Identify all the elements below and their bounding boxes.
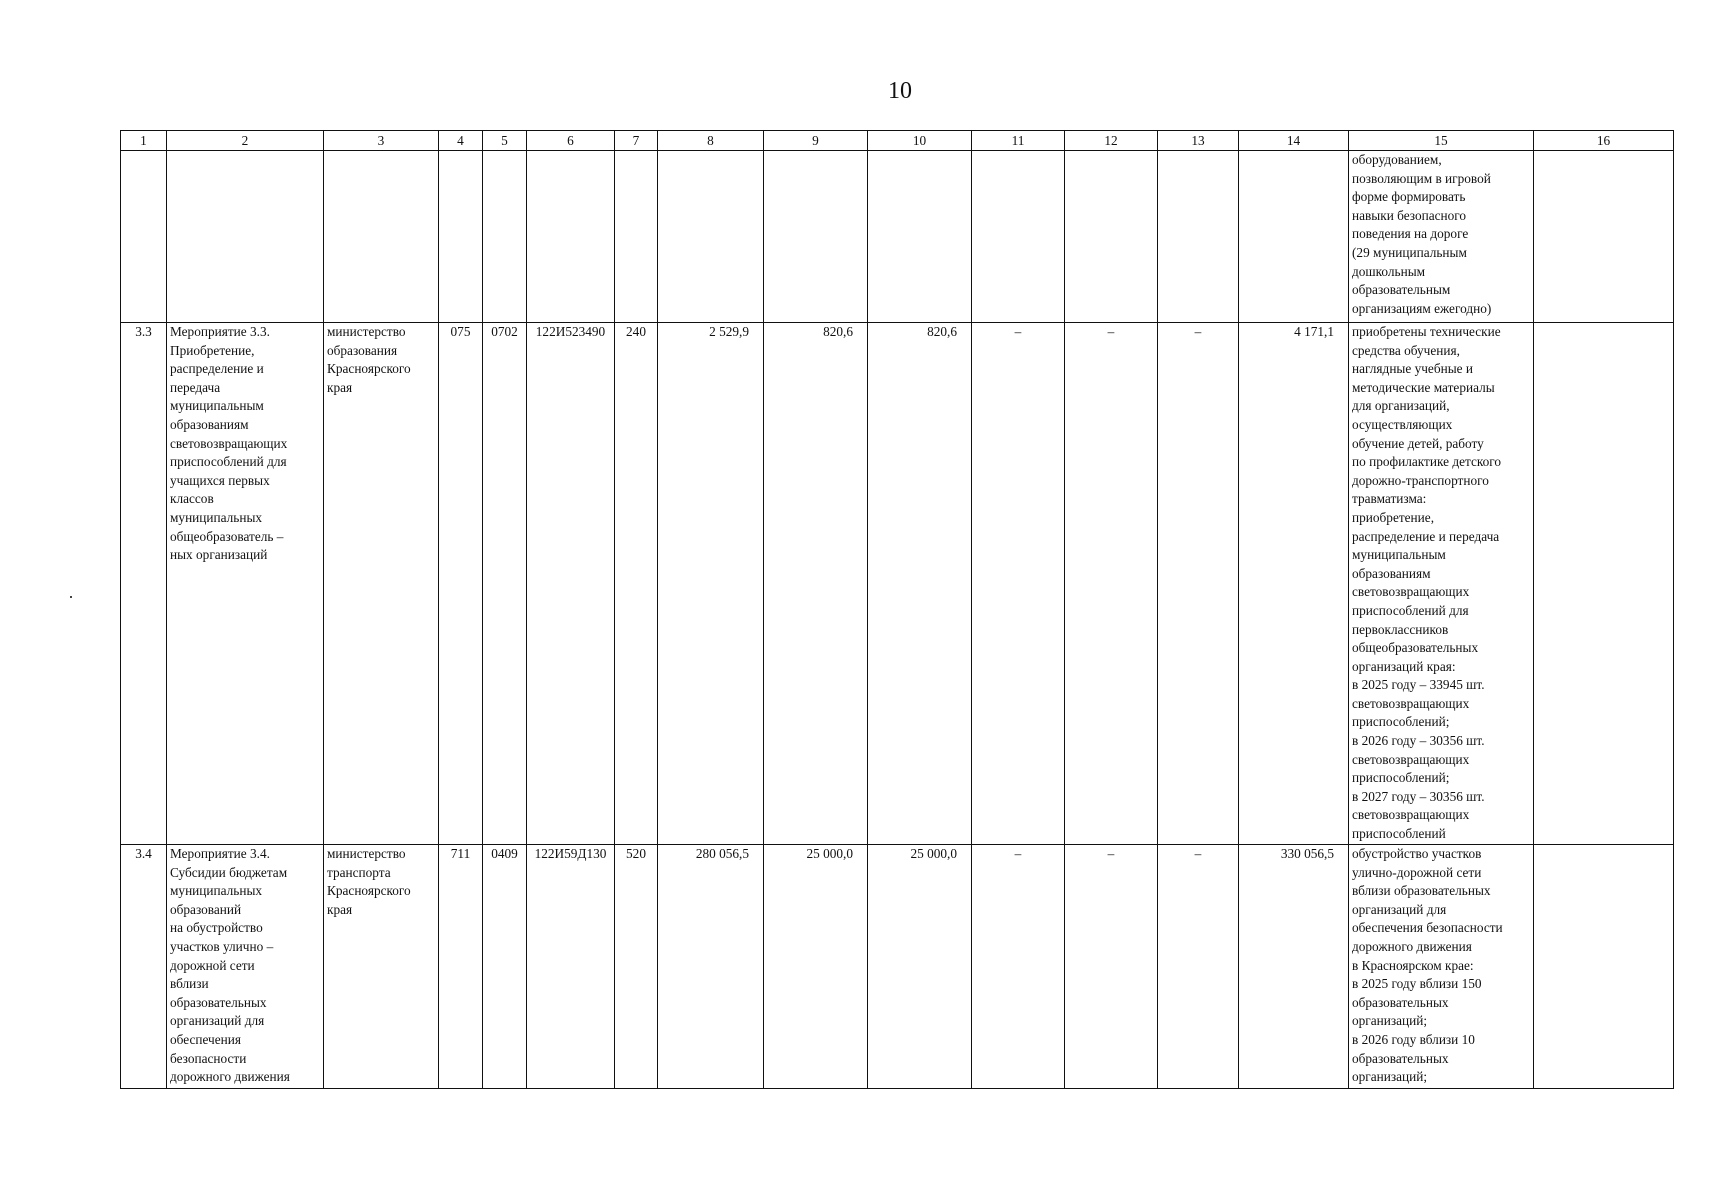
table-row-continuation bbox=[121, 151, 1674, 323]
cell-number: 3.3 bbox=[121, 323, 167, 845]
cell-amount-col10: 820,6 bbox=[868, 323, 972, 845]
cell-section bbox=[483, 151, 527, 323]
cell-expense-type bbox=[615, 151, 658, 323]
col-header: 7 bbox=[615, 131, 658, 151]
cell-col13: – bbox=[1158, 323, 1239, 845]
cell-expense-type: 520 bbox=[615, 845, 658, 1089]
col-header: 1 bbox=[121, 131, 167, 151]
cell-col11: – bbox=[972, 845, 1065, 1089]
cell-amount-col8: 2 529,9 bbox=[658, 323, 764, 845]
cell-expected-result: обустройство участков улично-дорожной сети вблизи образовательных организаций для обеспечения безопасности дорожного движения в Красноярском крае: в 2025 году вблизи 150 образовательных организаций; в 2026 году вблизи 10 образовательных организаций; bbox=[1349, 845, 1534, 1089]
cell-section: 0409 bbox=[483, 845, 527, 1089]
col-header: 11 bbox=[972, 131, 1065, 151]
cell-executor: министерство транспорта Красноярского края bbox=[324, 845, 439, 1089]
cell-amount-col8: 280 056,5 bbox=[658, 845, 764, 1089]
cell-amount-col9 bbox=[764, 151, 868, 323]
col-header: 8 bbox=[658, 131, 764, 151]
cell-col16 bbox=[1534, 845, 1674, 1089]
header-row bbox=[121, 131, 1674, 151]
cell-measure: Мероприятие 3.3. Приобретение, распределение и передача муниципальным образованиям световозвращающих приспособлений для учащихся первых классов муниципальных общеобразователь – ных организаций bbox=[167, 323, 324, 845]
cell-col12: – bbox=[1065, 845, 1158, 1089]
cell-measure bbox=[167, 151, 324, 323]
cell-col12 bbox=[1065, 151, 1158, 323]
table-row-3-3 bbox=[121, 323, 1674, 845]
cell-total: 330 056,5 bbox=[1239, 845, 1349, 1089]
scan-speck bbox=[70, 596, 72, 598]
cell-grbs bbox=[439, 151, 483, 323]
col-header: 13 bbox=[1158, 131, 1239, 151]
cell-amount-col10 bbox=[868, 151, 972, 323]
cell-expense-type: 240 bbox=[615, 323, 658, 845]
cell-total: 4 171,1 bbox=[1239, 323, 1349, 845]
col-header: 4 bbox=[439, 131, 483, 151]
cell-target-article: 122И59Д130 bbox=[527, 845, 615, 1089]
col-header: 15 bbox=[1349, 131, 1534, 151]
col-header: 16 bbox=[1534, 131, 1674, 151]
cell-executor bbox=[324, 151, 439, 323]
cell-target-article: 122И523490 bbox=[527, 323, 615, 845]
cell-amount-col8 bbox=[658, 151, 764, 323]
cell-amount-col9: 25 000,0 bbox=[764, 845, 868, 1089]
col-header: 2 bbox=[167, 131, 324, 151]
cell-grbs: 711 bbox=[439, 845, 483, 1089]
budget-measures-table bbox=[120, 130, 1674, 1089]
col-header: 9 bbox=[764, 131, 868, 151]
cell-col13 bbox=[1158, 151, 1239, 323]
table-row-3-4 bbox=[121, 845, 1674, 1089]
cell-number: 3.4 bbox=[121, 845, 167, 1089]
cell-section: 0702 bbox=[483, 323, 527, 845]
cell-number bbox=[121, 151, 167, 323]
cell-col16 bbox=[1534, 151, 1674, 323]
col-header: 14 bbox=[1239, 131, 1349, 151]
cell-expected-result: приобретены технические средства обучения, наглядные учебные и методические материалы для организаций, осуществляющих обучение детей, работу по профилактике детского дорожно-транспортного травматизма: приобретение, распределение и передача муниципальным образованиям световозвращающих приспособлений для первоклассников общеобразовательных организаций края: в 2025 году – 33945 шт. световозвращающих приспособлений; в 2026 году – 30356 шт. световозвращающих приспособлений; в 2027 году – 30356 шт. световозвращающих приспособлений bbox=[1349, 323, 1534, 845]
col-header: 6 bbox=[527, 131, 615, 151]
cell-col12: – bbox=[1065, 323, 1158, 845]
col-header: 10 bbox=[868, 131, 972, 151]
cell-col11 bbox=[972, 151, 1065, 323]
cell-grbs: 075 bbox=[439, 323, 483, 845]
cell-expected-result: оборудованием, позволяющим в игровой форме формировать навыки безопасного поведения на дороге (29 муниципальным дошкольным образовательным организациям ежегодно) bbox=[1349, 151, 1534, 323]
col-header: 12 bbox=[1065, 131, 1158, 151]
cell-target-article bbox=[527, 151, 615, 323]
cell-amount-col10: 25 000,0 bbox=[868, 845, 972, 1089]
cell-measure: Мероприятие 3.4. Субсидии бюджетам муниципальных образований на обустройство участков улично – дорожной сети вблизи образовательных организаций для обеспечения безопасности дорожного движения bbox=[167, 845, 324, 1089]
cell-total bbox=[1239, 151, 1349, 323]
cell-amount-col9: 820,6 bbox=[764, 323, 868, 845]
col-header: 5 bbox=[483, 131, 527, 151]
cell-col13: – bbox=[1158, 845, 1239, 1089]
page-number: 10 bbox=[888, 78, 912, 104]
col-header: 3 bbox=[324, 131, 439, 151]
cell-executor: министерство образования Красноярского края bbox=[324, 323, 439, 845]
cell-col11: – bbox=[972, 323, 1065, 845]
cell-col16 bbox=[1534, 323, 1674, 845]
